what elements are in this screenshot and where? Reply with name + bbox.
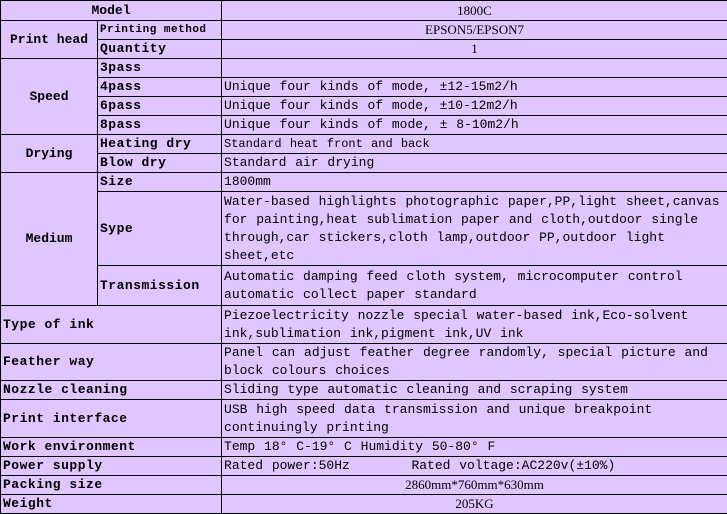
table-row bbox=[1, 457, 727, 476]
size-label: Size bbox=[98, 173, 222, 192]
pass8-value: Unique four kinds of mode, ± 8-10m2/h bbox=[222, 116, 727, 135]
table-row bbox=[1, 116, 727, 135]
table-row bbox=[1, 344, 727, 381]
print-interface-value: USB high speed data transmission and unique breakpoint continuingly printing bbox=[222, 400, 727, 438]
power-supply-value: Rated power:50Hz Rated voltage:AC220v(±10%) bbox=[222, 457, 727, 476]
table-row bbox=[1, 40, 727, 59]
table-row bbox=[1, 97, 727, 116]
table-row bbox=[1, 135, 727, 154]
nozzle-cleaning-value: Sliding type automatic cleaning and scraping system bbox=[222, 381, 727, 400]
type-of-ink-label: Type of ink bbox=[1, 306, 222, 344]
transmission-label: Transmission bbox=[98, 266, 222, 306]
work-environment-value: Temp 18° C-19° C Humidity 50-80° F bbox=[222, 438, 727, 457]
packing-size-value: 2860mm*760mm*630mm bbox=[222, 476, 727, 495]
speed-label: Speed bbox=[1, 59, 98, 135]
table-row bbox=[1, 173, 727, 192]
table-row bbox=[1, 266, 727, 306]
quantity-value: 1 bbox=[222, 40, 727, 59]
table-row bbox=[1, 21, 727, 40]
model-value: 1800C bbox=[222, 1, 727, 21]
print-head-label: Print head bbox=[1, 21, 98, 59]
drying-label: Drying bbox=[1, 135, 98, 173]
heating-dry-label: Heating dry bbox=[98, 135, 222, 154]
pass6-value: Unique four kinds of mode, ±10-12m2/h bbox=[222, 97, 727, 116]
pass3-label: 3pass bbox=[98, 59, 222, 78]
transmission-value: Automatic damping feed cloth system, microcomputer control automatic collect paper standard bbox=[222, 266, 727, 306]
table-row bbox=[1, 438, 727, 457]
medium-type-value: Water-based highlights photographic paper,PP,light sheet,canvas for painting,heat sublimation paper and cloth,outdoor single through,car stickers,cloth lamp,outdoor PP,outdoor light sheet,etc bbox=[222, 192, 727, 266]
table-row bbox=[1, 192, 727, 266]
work-environment-label: Work environment bbox=[1, 438, 222, 457]
nozzle-cleaning-label: Nozzle cleaning bbox=[1, 381, 222, 400]
table-row bbox=[1, 476, 727, 495]
medium-type-label: Sype bbox=[98, 192, 222, 266]
pass6-label: 6pass bbox=[98, 97, 222, 116]
table-row bbox=[1, 381, 727, 400]
feather-way-label: Feather way bbox=[1, 344, 222, 381]
pass3-value bbox=[222, 59, 727, 78]
size-value: 1800mm bbox=[222, 173, 727, 192]
packing-size-label: Packing size bbox=[1, 476, 222, 495]
feather-way-value: Panel can adjust feather degree randomly, special picture and block colours choices bbox=[222, 344, 727, 381]
printing-method-value: EPSON5/EPSON7 bbox=[222, 21, 727, 40]
table-row bbox=[1, 154, 727, 173]
quantity-label: Quantity bbox=[98, 40, 222, 59]
medium-label: Medium bbox=[1, 173, 98, 306]
type-of-ink-value: Piezoelectricity nozzle special water-based ink,Eco-solvent ink,sublimation ink,pigment ink,UV ink bbox=[222, 306, 727, 344]
pass8-label: 8pass bbox=[98, 116, 222, 135]
table-row bbox=[1, 400, 727, 438]
table-row bbox=[1, 306, 727, 344]
table-row bbox=[1, 78, 727, 97]
print-interface-label: Print interface bbox=[1, 400, 222, 438]
model-label: Model bbox=[1, 1, 222, 21]
table-row bbox=[1, 1, 727, 21]
blow-dry-value: Standard air drying bbox=[222, 154, 727, 173]
heating-dry-value: Standard heat front and back bbox=[222, 135, 727, 154]
blow-dry-label: Blow dry bbox=[98, 154, 222, 173]
weight-value: 205KG bbox=[222, 495, 727, 514]
pass4-value: Unique four kinds of mode, ±12-15m2/h bbox=[222, 78, 727, 97]
table-row bbox=[1, 59, 727, 78]
table-row bbox=[1, 495, 727, 514]
printing-method-label: Printing method bbox=[98, 21, 222, 40]
power-supply-label: Power supply bbox=[1, 457, 222, 476]
pass4-label: 4pass bbox=[98, 78, 222, 97]
weight-label: Weight bbox=[1, 495, 222, 514]
